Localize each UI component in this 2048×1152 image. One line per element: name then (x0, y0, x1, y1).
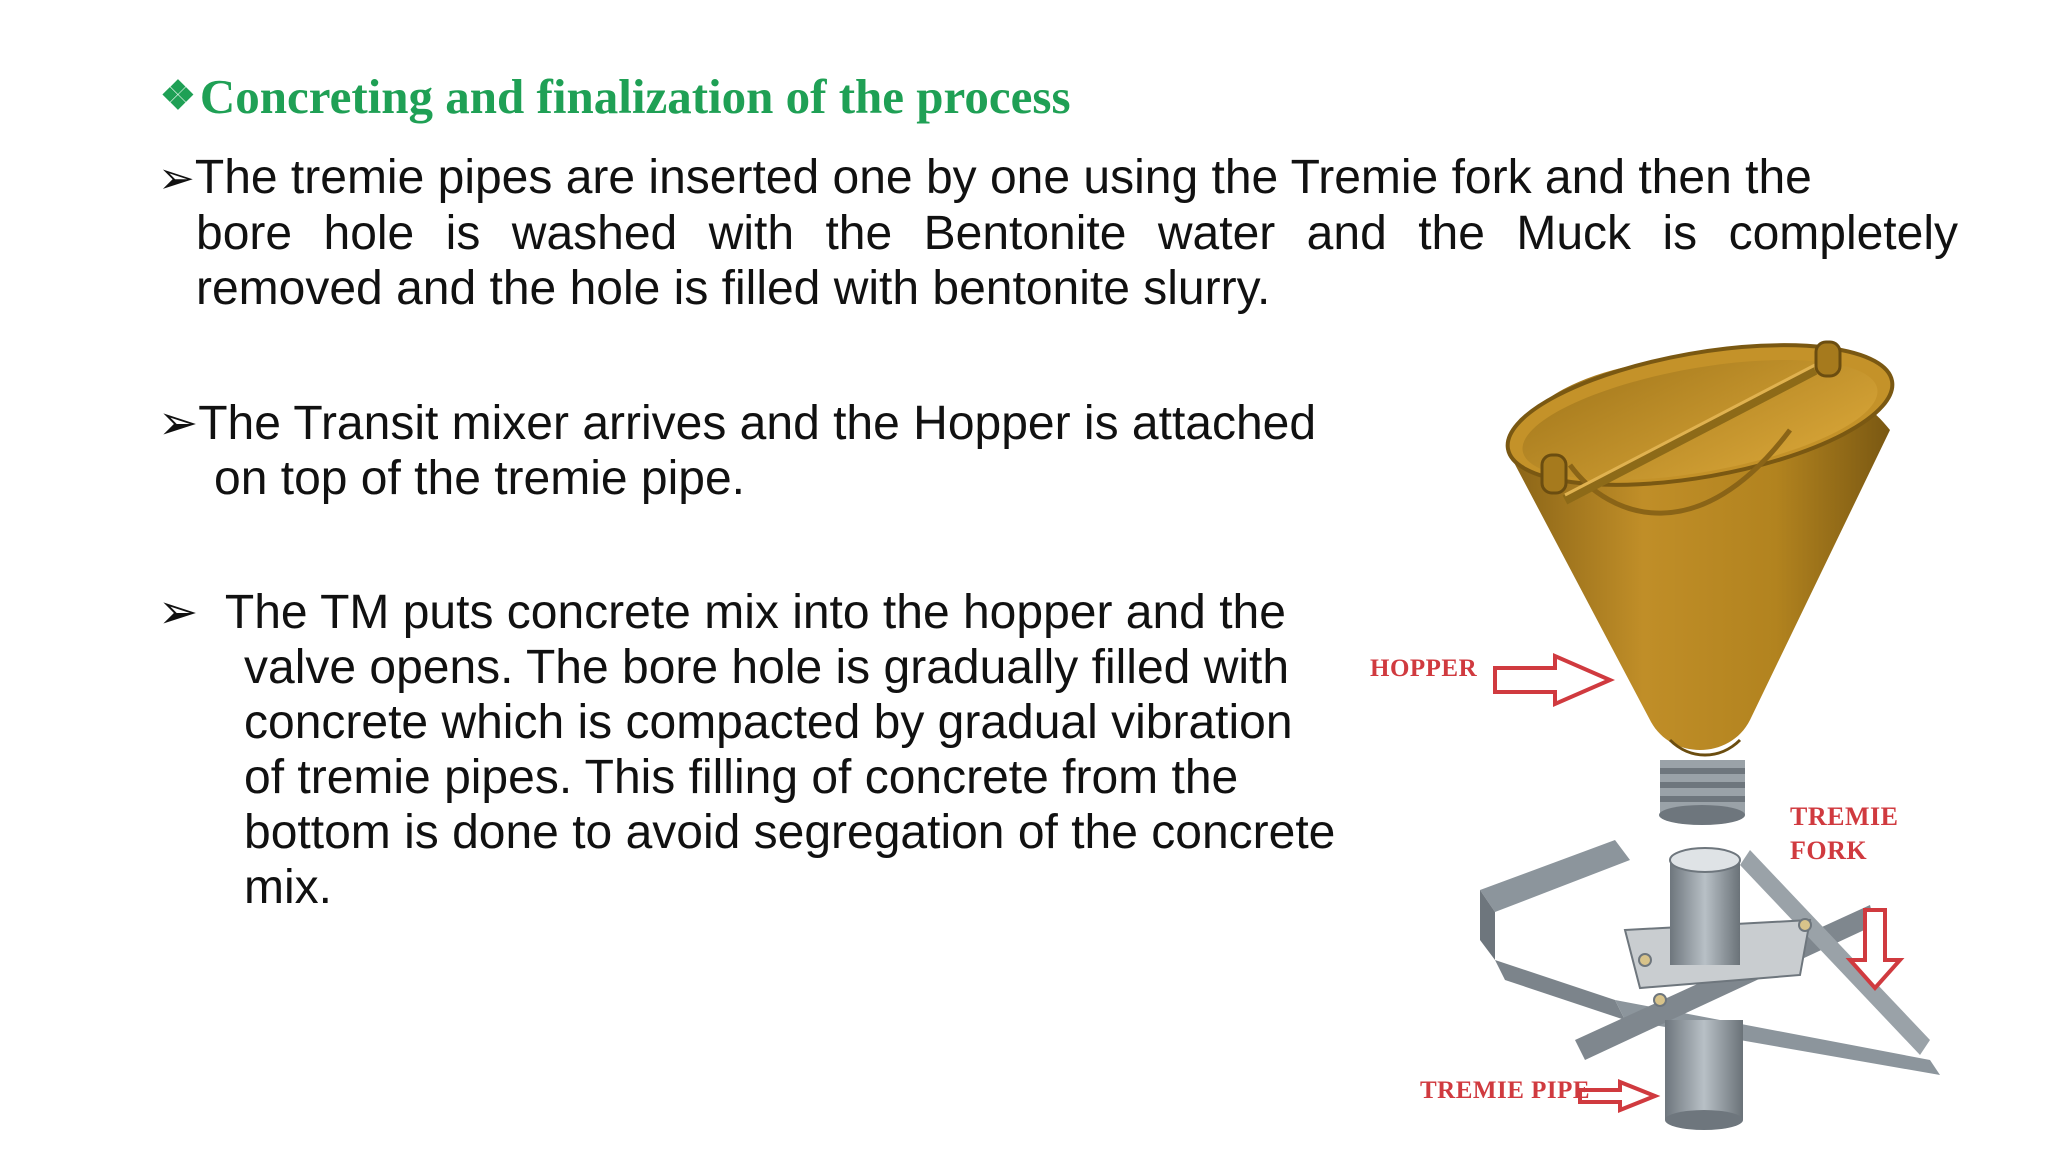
bullet-line: concrete which is compacted by gradual vibration (244, 696, 1293, 749)
hopper-label: HOPPER (1370, 655, 1478, 682)
arrow-bullet-icon: ➢ (158, 586, 199, 639)
arrow-bullet-icon: ➢ (158, 154, 195, 203)
bullet-line: mix. (244, 861, 332, 914)
slide-title (160, 69, 1071, 124)
bullet-text: The Transit mixer arrives and the Hopper is attached (198, 397, 1317, 450)
tremie-fork-label-line2: FORK (1790, 836, 1868, 865)
bullet-line: bore hole is washed with the Bentonite water and the Muck is completely (196, 207, 1958, 260)
arrow-bullet-icon: ➢ (158, 397, 199, 450)
tremie-pipe-label: TREMIE PIPE (1420, 1077, 1591, 1104)
bullet-text: The TM puts concrete mix into the hopper and the (224, 586, 1286, 639)
bullet-line: on top of the tremie pipe. (214, 452, 745, 505)
diamond-bullet-icon: ❖ (160, 73, 196, 118)
hopper-tremie-drawing (1370, 320, 2010, 1135)
bullet-line: removed and the hole is filled with bentonite slurry. (196, 262, 1271, 315)
bullet-line: valve opens. The bore hole is gradually filled with (244, 641, 1290, 694)
hopper-spigot (1659, 760, 1745, 825)
pipe-arrow-icon (1580, 1082, 1655, 1110)
bullet-point-tremie-pipes (158, 150, 1958, 316)
hopper-arrow-icon (1495, 656, 1610, 704)
bullet-line (158, 585, 1368, 640)
bullet-line: bottom is done to avoid segregation of the concrete (244, 806, 1336, 859)
bullet-line (158, 150, 1958, 206)
bullet-line (158, 396, 1368, 451)
bullet-line: of tremie pipes. This filling of concrete from the (244, 751, 1239, 804)
hopper-tremie-illustration (1370, 320, 2010, 1135)
tremie-fork-label-line1: TREMIE (1790, 802, 1899, 831)
bullet-text: The tremie pipes are inserted one by one using the Tremie fork and then the (194, 151, 1812, 204)
bullet-point-concrete-filling (158, 585, 1368, 915)
bullet-point-transit-mixer (158, 396, 1368, 506)
slide-title-text: Concreting and finalization of the process (199, 69, 1071, 124)
